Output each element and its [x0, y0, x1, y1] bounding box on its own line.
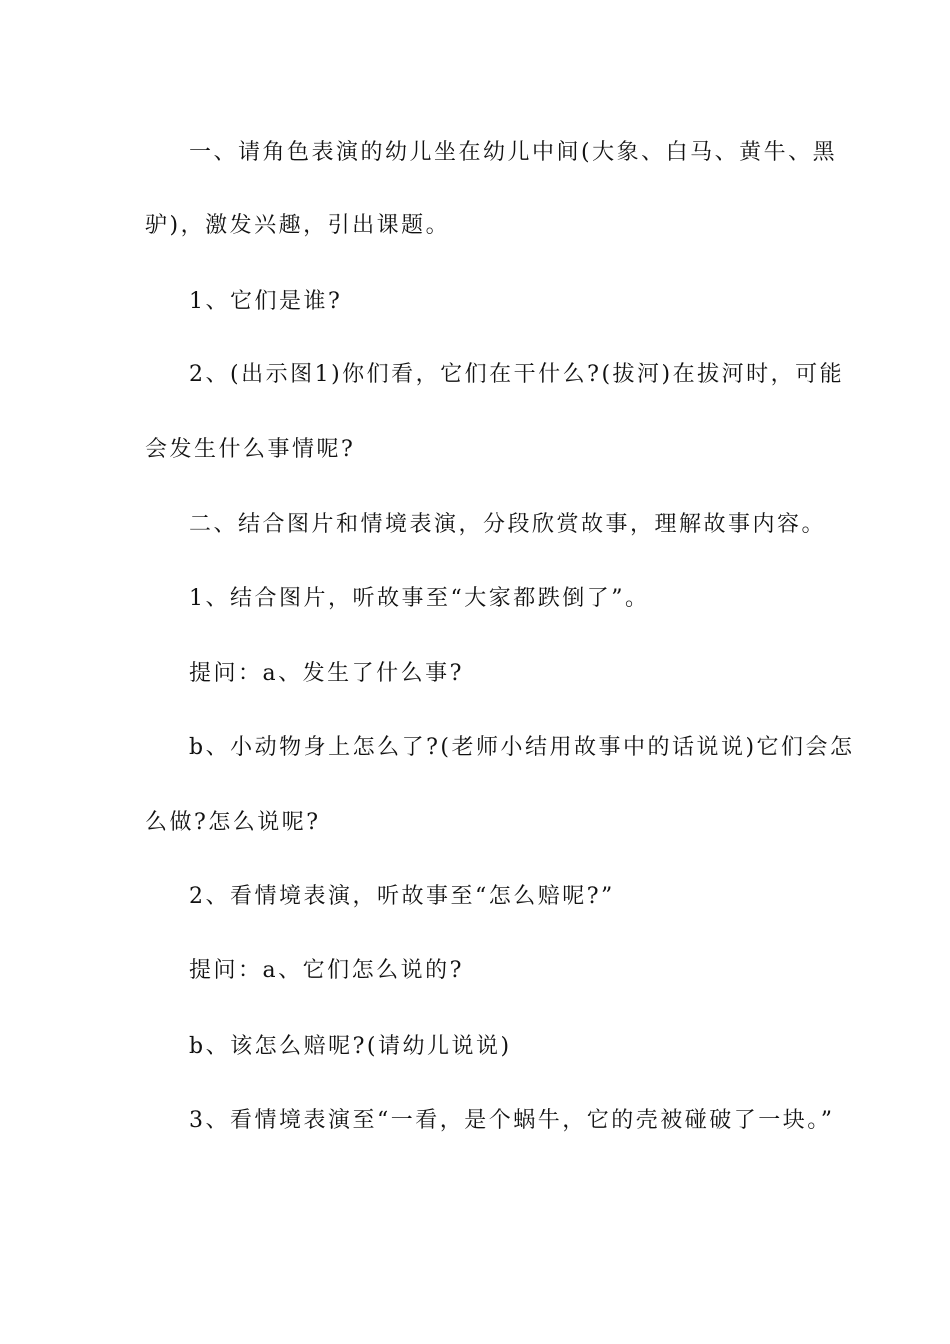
paragraph-line: 2、(出示图1)你们看，它们在干什么?(拔河)在拔河时，可能 — [189, 362, 845, 387]
paragraph-line: 一、请角色表演的幼儿坐在幼儿中间(大象、白马、黄牛、黑 — [189, 140, 838, 165]
paragraph-line: 会发生什么事情呢? — [145, 437, 356, 462]
paragraph-line: 提问：a、它们怎么说的? — [189, 958, 464, 983]
paragraph-line: 二、结合图片和情境表演，分段欣赏故事，理解故事内容。 — [189, 512, 827, 537]
paragraph-line: 提问：a、发生了什么事? — [189, 661, 464, 686]
paragraph-line: 1、它们是谁? — [189, 289, 343, 314]
paragraph-line: 么做?怎么说呢? — [145, 810, 321, 835]
paragraph-line: 2、看情境表演，听故事至“怎么赔呢?” — [189, 884, 615, 909]
paragraph-line: b、该怎么赔呢?(请幼儿说说) — [189, 1034, 512, 1059]
paragraph-line: b、小动物身上怎么了?(老师小结用故事中的话说说)它们会怎 — [189, 735, 855, 760]
paragraph-line: 1、结合图片，听故事至“大家都跌倒了”。 — [189, 586, 650, 611]
paragraph-line: 3、看情境表演至“一看，是个蜗牛，它的壳被碰破了一块。” — [189, 1108, 835, 1133]
paragraph-line: 驴)，激发兴趣，引出课题。 — [145, 213, 451, 238]
